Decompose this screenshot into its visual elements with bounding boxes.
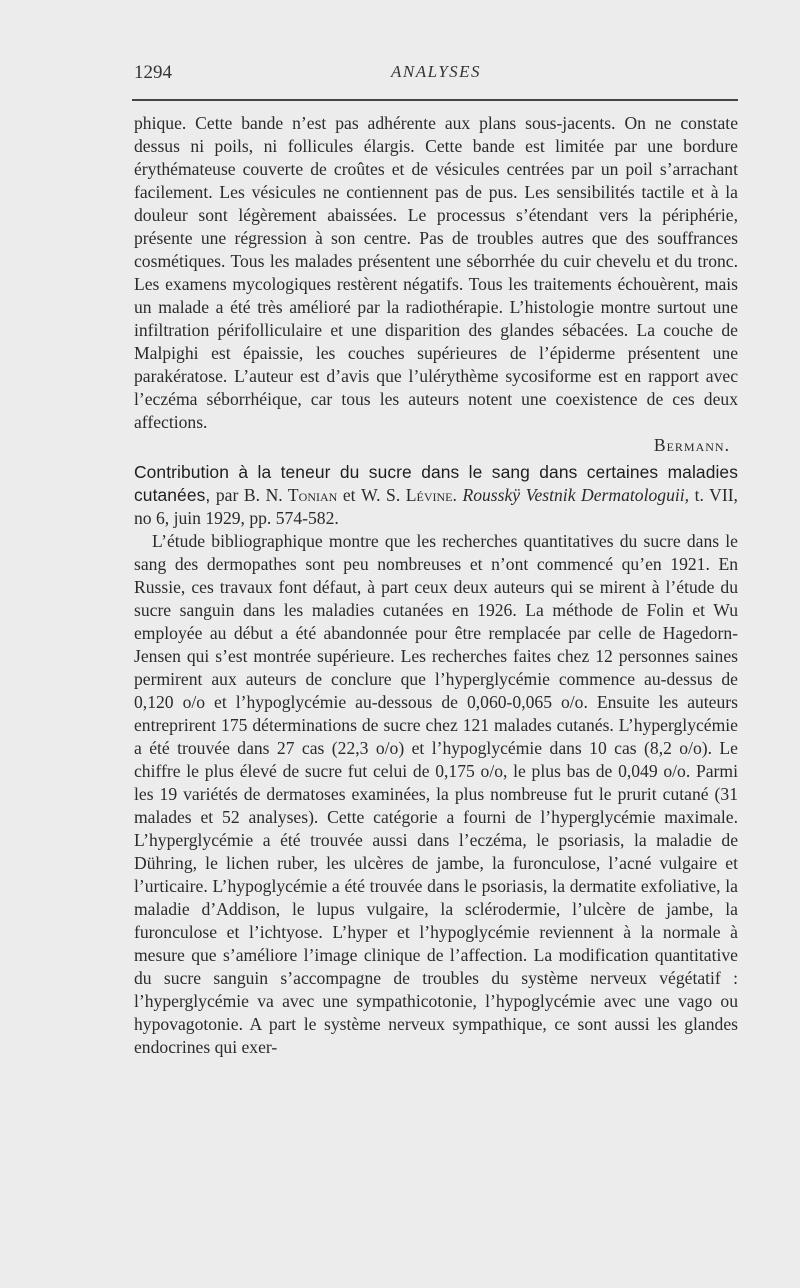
- author-2: W. S. Lévine.: [361, 485, 457, 505]
- and-word: et: [342, 485, 356, 505]
- citation: t. VII, no 6, juin 1929, pp. 574-582.: [134, 485, 738, 528]
- page-header: [134, 62, 738, 88]
- article-body-paragraph: L’étude bibliographique montre que les recherches quantitatives du sucre dans le sang des dermopathes sont peu nombreuses et n’ont commencé qu’en 1921. En Russie, ces travaux font défaut, à part ceux deux auteurs qui se mirent à l’étude du sucre sanguin dans les maladies cutanées en 1926. La méthode de Folin et Wu employée au début a été abandonnée pour être remplacée par celle de Hagedorn-Jensen qui s’est montrée supérieure. Les recherches faites chez 12 personnes saines permirent aux auteurs de conclure que l’hyperglycémie commence au-dessus de 0,120 o/o et l’hypoglycémie au-dessous de 0,060-0,065 o/o. Ensuite les auteurs entreprirent 175 déterminations de sucre chez 121 malades cutanés. L’hyperglycémie a été trouvée dans 27 cas (22,3 o/o) et l’hypoglycémie dans 10 cas (8,2 o/o). Le chiffre le plus élevé de sucre fut celui de 0,175 o/o, le plus bas de 0,049 o/o. Parmi les 19 variétés de dermatoses examinées, la plus nombreuse fut le prurit cutané (31 malades et 52 analyses). Cette catégorie a fourni de l’hyperglycémie maximale. L’hyperglycémie a été trouvée aussi dans l’eczéma, le psoriasis, la maladie de Dühring, le lichen ruber, les ulcères de jambe, la furonculose, l’acné vulgaire et l’urticaire. L’hypoglycémie a été trouvée dans le psoriasis, la dermatite exfoliative, la maladie d’Addison, le lupus vulgaire, la sclérodermie, l’ulcère de jambe, la furonculose et l’ichtyose. L’hyper et l’hypoglycémie reviennent à la normale à mesure que s’améliore l’image clinique de l’affection. La modification quantitative du sucre sanguin s’accompagne de troubles du système nerveux végétatif : l’hyperglycémie va avec une sympathicotonie, l’hypoglycémie avec une vago ou hypovagotonie. A part le système nerveux sympathique, ce sont aussi les glandes endocrines qui exer-: [134, 531, 738, 1057]
- page-number: 1294: [134, 62, 172, 83]
- by-word: par: [215, 485, 239, 505]
- article-heading: [134, 461, 738, 530]
- author-1: B. N. Tonian: [243, 485, 338, 505]
- header-rule: [132, 99, 738, 101]
- journal-name: Rousskÿ Vestnik Dermatologuii,: [462, 485, 690, 505]
- body-text: [134, 112, 738, 1059]
- article-title: Contribution à la teneur du sucre dans le sang dans certaines maladies cutanées,: [134, 462, 738, 505]
- author-signature: Bermann.: [653, 435, 730, 455]
- running-title: ANALYSES: [390, 62, 482, 81]
- paragraph-continued: phique. Cette bande n’est pas adhérente aux plans sous-jacents. On ne constate dessus ni poils, ni follicules élargis. Cette bande est limitée par une bordure érythémateuse couverte de croûtes et de vésicules centrées par un poil s’arrachant facilement. Les vésicules ne contiennent pas de pus. Les sensibilités tactile et à la douleur sont légèrement abaissées. Le processus s’étendant vers la périphérie, présente une régression à son centre. Pas de troubles autres que des souffrances cosmétiques. Tous les malades présentent une séborrhée du cuir chevelu et du tronc. Les examens mycologiques restèrent négatifs. Tous les traitements échouèrent, mais un malade a été très amélioré par la radiothérapie. L’histologie montre surtout une infiltration périfolliculaire et une disparition des glandes sébacées. La couche de Malpighi est épaissie, les couches supérieures de l’épiderme présentent une parakératose. L’auteur est d’avis que l’ulérythème sycosiforme est en rapport avec l’eczéma séborrhéique, car tous les auteurs notent une coexistence de ces deux affections.: [134, 113, 738, 432]
